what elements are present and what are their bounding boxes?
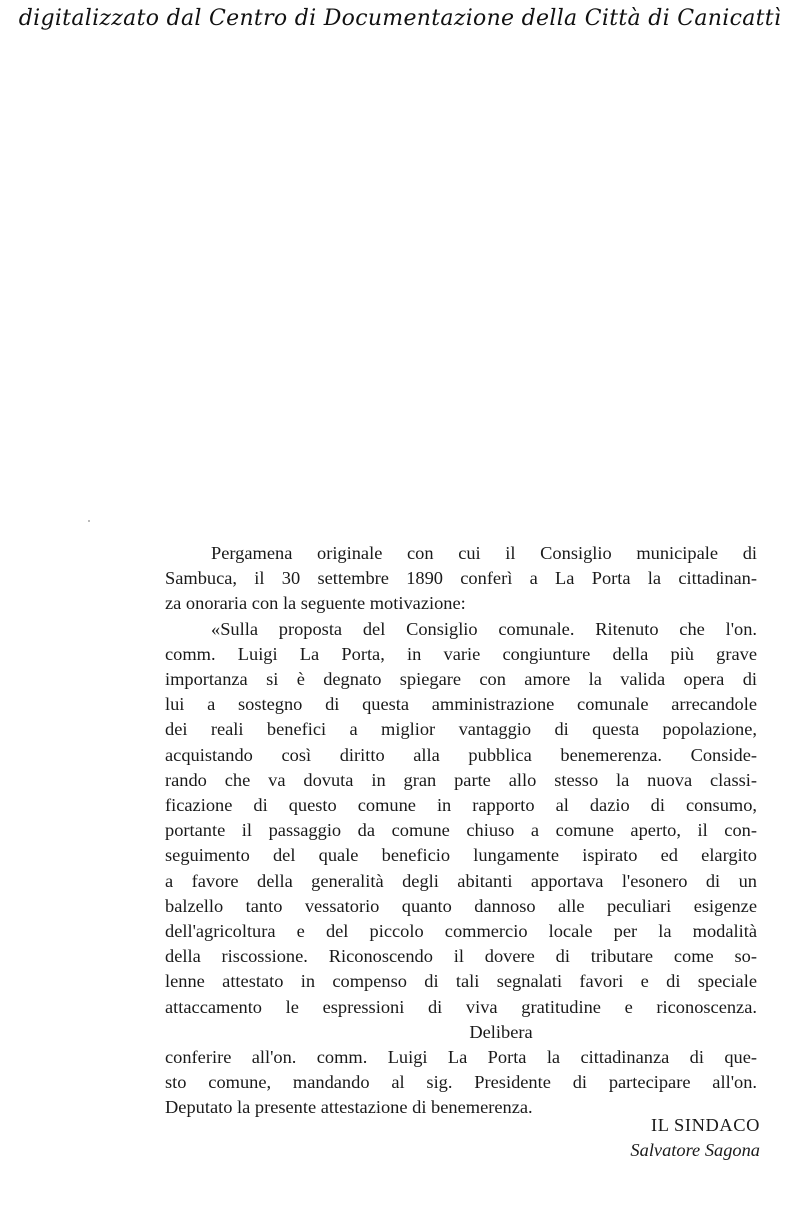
text-line: sto comune, mandando al sig. Presidente di partecipare all'on. bbox=[165, 1072, 757, 1093]
text-line: comm. Luigi La Porta, in varie congiunture della più grave bbox=[165, 643, 757, 664]
signature-title: IL SINDACO bbox=[650, 1115, 760, 1135]
text-line: balzello tanto vessatorio quanto dannoso alle peculiari esigenze bbox=[165, 895, 757, 916]
text-line: seguimento del quale beneficio lungamente ispirato ed elargito bbox=[165, 845, 757, 866]
text-line: ficazione di questo comune in rapporto al dazio di consumo, bbox=[165, 795, 757, 816]
text-line: della riscossione. Riconoscendo il dovere di tributare come so- bbox=[165, 946, 757, 967]
signature-name: Salvatore Sagona bbox=[630, 1140, 760, 1161]
text-line: dei reali benefici a miglior vantaggio di questa popolazione, bbox=[165, 719, 757, 740]
text-line: acquistando così diritto alla pubblica benemerenza. Conside- bbox=[165, 744, 757, 765]
text-line: rando che va dovuta in gran parte allo stesso la nuova classi- bbox=[165, 769, 757, 790]
delibera-heading: Delibera bbox=[469, 1021, 533, 1042]
text-line: portante il passaggio da comune chiuso a comune aperto, il con- bbox=[165, 820, 757, 841]
text-line: za onoraria con la seguente motivazione: bbox=[165, 593, 466, 614]
scan-speck bbox=[88, 520, 90, 522]
text-line: «Sulla proposta del Consiglio comunale. Ritenuto che l'on. bbox=[211, 618, 757, 639]
text-line: lui a sostegno di questa amministrazione comunale arrecandole bbox=[165, 694, 757, 715]
text-line: a favore della generalità degli abitanti apportava l'esonero di un bbox=[165, 870, 757, 891]
text-line: attaccamento le espressioni di viva gratitudine e riconoscenza. bbox=[165, 996, 757, 1017]
text-line: lenne attestato in compenso di tali segnalati favori e di speciale bbox=[165, 971, 757, 992]
signature-block bbox=[560, 1113, 760, 1163]
text-line: Sambuca, il 30 settembre 1890 conferì a La Porta la cittadinan- bbox=[165, 568, 757, 589]
text-line: Deputato la presente attestazione di benemerenza. bbox=[165, 1097, 533, 1118]
digitization-watermark: digitalizzato dal Centro di Documentazione della Città di Canicattì bbox=[18, 6, 782, 31]
text-line: importanza si è degnato spiegare con amore la valida opera di bbox=[165, 669, 757, 690]
document-body bbox=[165, 541, 757, 1121]
text-line: Pergamena originale con cui il Consiglio municipale di bbox=[211, 543, 757, 563]
text-line: conferire all'on. comm. Luigi La Porta la cittadinanza di que- bbox=[165, 1047, 757, 1068]
text-line: dell'agricoltura e del piccolo commercio locale per la modalità bbox=[165, 921, 757, 942]
